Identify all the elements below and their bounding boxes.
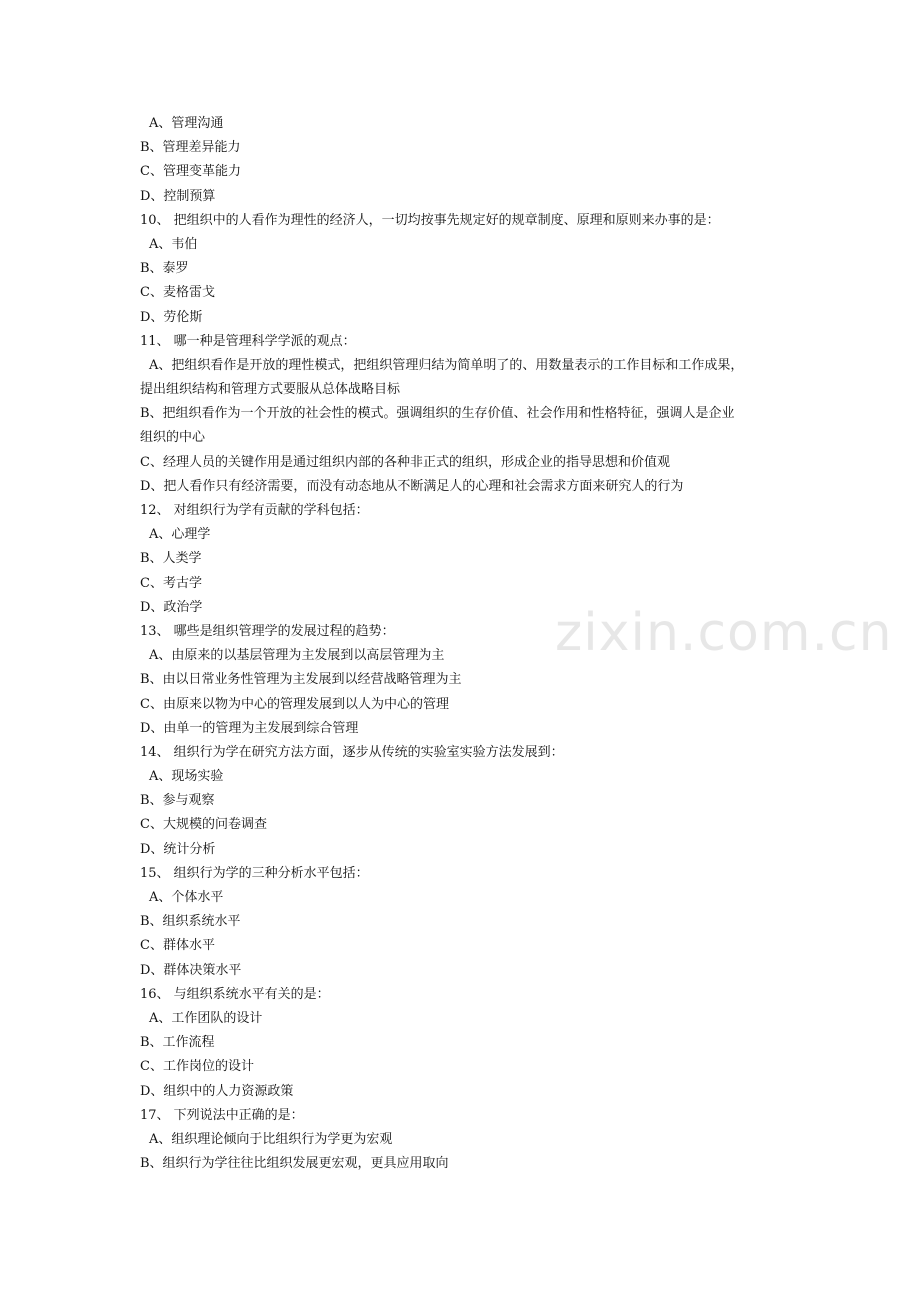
answer-option: D、群体决策水平 bbox=[140, 962, 242, 978]
answer-option: A、现场实验 bbox=[149, 769, 224, 785]
question-stem: 16、 与组织系统水平有关的是： bbox=[140, 986, 330, 1002]
answer-option: A、心理学 bbox=[149, 527, 211, 543]
answer-option: A、韦伯 bbox=[149, 236, 198, 252]
option-continuation: 组织的中心 bbox=[140, 430, 206, 446]
question-stem: 12、 对组织行为学有贡献的学科包括： bbox=[140, 503, 369, 518]
question-stem: 17、 下列说法中正确的是： bbox=[140, 1107, 304, 1123]
answer-option: C、大规模的问卷调查 bbox=[140, 817, 267, 833]
answer-option: C、群体水平 bbox=[140, 938, 215, 954]
answer-option: D、统计分析 bbox=[140, 841, 216, 857]
answer-option: D、政治学 bbox=[140, 599, 203, 615]
answer-option: A、把组织看作是开放的理性模式，把组织管理归结为简单明了的、用数量表示的工作目标和工作成果， bbox=[149, 357, 744, 373]
answer-option: B、组织行为学往往比组织发展更宏观，更具应用取向 bbox=[140, 1156, 449, 1172]
answer-option: B、把组织看作为一个开放的社会性的模式。强调组织的生存价值、社会作用和性格特征，强调人是企业 bbox=[140, 406, 735, 422]
answer-option: B、参与观察 bbox=[140, 793, 215, 809]
answer-option: C、管理变革能力 bbox=[140, 164, 241, 180]
answer-option: A、由原来的以基层管理为主发展到以高层管理为主 bbox=[149, 648, 445, 664]
answer-option: C、经理人员的关键作用是通过组织内部的各种非正式的组织，形成企业的指导思想和价值观 bbox=[140, 454, 670, 470]
answer-option: D、劳伦斯 bbox=[140, 309, 203, 325]
answer-option: D、把人看作只有经济需要，而没有动态地从不断满足人的心理和社会需求方面来研究人的行为 bbox=[140, 478, 684, 494]
answer-option: D、控制预算 bbox=[140, 188, 216, 204]
answer-option: C、由原来以物为中心的管理发展到以人为中心的管理 bbox=[140, 696, 449, 712]
answer-option: B、组织系统水平 bbox=[140, 914, 241, 930]
answer-option: B、工作流程 bbox=[140, 1035, 215, 1051]
answer-option: B、人类学 bbox=[140, 551, 202, 567]
watermark: zixin.com.cn bbox=[555, 603, 893, 663]
question-stem: 14、 组织行为学在研究方法方面，逐步从传统的实验室实验方法发展到： bbox=[140, 744, 564, 760]
answer-option: D、由单一的管理为主发展到综合管理 bbox=[140, 720, 359, 736]
question-stem: 10、 把组织中的人看作为理性的经济人，一切均按事先规定好的规章制度、原理和原则来办事的是： bbox=[140, 212, 720, 228]
answer-option: B、管理差异能力 bbox=[140, 140, 241, 156]
answer-option: A、个体水平 bbox=[149, 890, 224, 905]
question-stem: 11、 哪一种是管理科学学派的观点： bbox=[140, 333, 356, 349]
answer-option: A、组织理论倾向于比组织行为学更为宏观 bbox=[149, 1131, 393, 1147]
answer-option: A、工作团队的设计 bbox=[149, 1010, 263, 1026]
answer-option: C、考古学 bbox=[140, 575, 202, 591]
answer-option: C、工作岗位的设计 bbox=[140, 1059, 254, 1075]
answer-option: A、管理沟通 bbox=[149, 116, 224, 131]
question-stem: 13、 哪些是组织管理学的发展过程的趋势： bbox=[140, 623, 395, 639]
answer-option: D、组织中的人力资源政策 bbox=[140, 1083, 294, 1099]
answer-option: C、麦格雷戈 bbox=[140, 285, 215, 301]
answer-option: B、由以日常业务性管理为主发展到以经营战略管理为主 bbox=[140, 672, 462, 688]
question-stem: 15、 组织行为学的三种分析水平包括： bbox=[140, 865, 369, 881]
option-continuation: 提出组织结构和管理方式要服从总体战略目标 bbox=[140, 382, 401, 398]
answer-option: B、泰罗 bbox=[140, 261, 189, 277]
